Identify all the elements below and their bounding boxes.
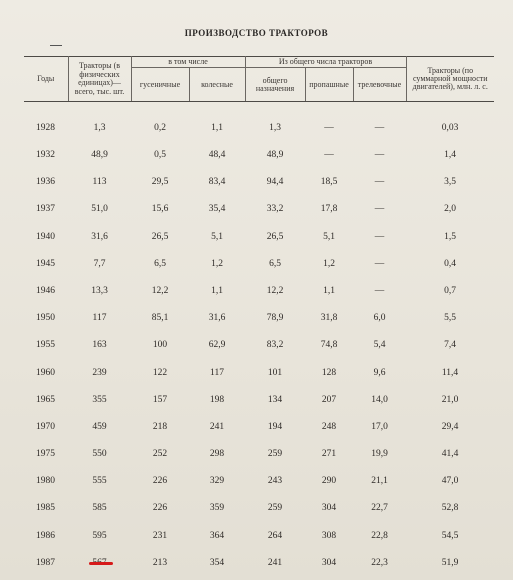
cell-tracked: 26,5 [151, 231, 169, 242]
cell-tracked: 6,5 [154, 258, 166, 269]
table-row [24, 306, 494, 333]
table-row [24, 197, 494, 224]
cell-towing: 19,9 [371, 449, 388, 460]
tractor-production-table [24, 56, 494, 577]
cell-power: 54,5 [441, 530, 459, 541]
cell-tracked: 226 [152, 476, 168, 487]
header-group-in-that-number: в том числе [131, 57, 245, 68]
cell-towing: 22,7 [371, 503, 388, 514]
cell-power: 41,4 [441, 449, 459, 460]
cell-wheeled: 83,4 [208, 177, 226, 188]
cell-wheeled: 48,4 [208, 150, 226, 160]
cell-tracked: 157 [152, 394, 168, 405]
cell-tracked: 85,1 [151, 313, 169, 324]
cell-year: 1928 [36, 123, 55, 134]
cell-general: 241 [267, 557, 283, 568]
cell-year: 1936 [36, 177, 55, 188]
cell-power: 0,03 [441, 123, 459, 134]
cell-total: 31,6 [91, 231, 108, 242]
cell-total: 48,9 [91, 150, 108, 160]
cell-year: 1980 [36, 476, 55, 487]
table-row [24, 278, 494, 305]
cell-year: 1945 [36, 258, 55, 269]
cell-general: 48,9 [266, 150, 284, 160]
cell-general: 134 [267, 394, 283, 405]
cell-tracked: 231 [152, 530, 168, 541]
cell-rowcrop: 308 [321, 530, 337, 541]
header-total: Тракторы (в физических единицах)— всего, тыс. шт. [68, 57, 131, 102]
cell-total: 459 [92, 421, 107, 432]
cell-wheeled: 364 [209, 530, 225, 541]
cell-total: 239 [92, 367, 107, 378]
cell-towing: 22,8 [371, 530, 388, 541]
cell-year: 1975 [36, 449, 55, 460]
cell-power: 29,4 [441, 421, 459, 432]
cell-general: 83,2 [266, 340, 284, 351]
cell-rowcrop: — [324, 150, 334, 160]
cell-power: 21,0 [441, 394, 459, 405]
cell-towing: — [374, 177, 385, 188]
cell-wheeled: 298 [209, 449, 225, 460]
cell-wheeled: 198 [209, 394, 225, 405]
cell-tracked: 218 [152, 421, 168, 432]
cell-power: 52,8 [441, 503, 459, 514]
cell-year: 1955 [36, 340, 55, 351]
cell-rowcrop: 17,8 [320, 204, 338, 215]
table-row [24, 170, 494, 197]
cell-general: 259 [267, 449, 283, 460]
cell-year: 1986 [36, 530, 55, 541]
cell-power: 51,9 [441, 557, 459, 568]
cell-power: 5,5 [444, 313, 456, 324]
cell-tracked: 0,5 [154, 150, 166, 160]
cell-wheeled: 241 [209, 421, 225, 432]
cell-general: 264 [267, 530, 283, 541]
table-row [24, 469, 494, 496]
cell-total: 550 [92, 449, 107, 460]
cell-tracked: 226 [152, 503, 168, 514]
cell-total: 13,3 [91, 285, 108, 296]
cell-rowcrop: 1,1 [323, 285, 335, 296]
cell-wheeled: 117 [210, 367, 224, 378]
cell-towing: 17,0 [371, 421, 388, 432]
table-row [24, 441, 494, 468]
header-group-of-total: Из общего числа тракторов [245, 57, 406, 68]
cell-wheeled: 1,2 [211, 258, 223, 269]
margin-dash [50, 45, 62, 46]
cell-year: 1940 [36, 231, 55, 242]
cell-tracked: 15,6 [151, 204, 169, 215]
cell-tracked: 29,5 [151, 177, 169, 188]
cell-towing: 22,3 [371, 557, 388, 568]
cell-wheeled: 35,4 [208, 204, 226, 215]
cell-general: 1,3 [269, 123, 281, 134]
cell-rowcrop: 128 [321, 367, 337, 378]
cell-tracked: 0,2 [154, 123, 166, 134]
header-row-crop: пропашные [305, 68, 353, 102]
cell-wheeled: 31,6 [208, 313, 226, 324]
cell-power: 7,4 [444, 340, 456, 351]
cell-wheeled: 62,9 [208, 340, 226, 351]
cell-wheeled: 1,1 [211, 285, 223, 296]
cell-total: 555 [92, 476, 107, 487]
cell-general: 101 [267, 367, 283, 378]
cell-year: 1937 [36, 204, 55, 215]
cell-power: 3,5 [444, 177, 456, 188]
cell-total: 7,7 [93, 258, 106, 269]
cell-wheeled: 329 [209, 476, 225, 487]
cell-rowcrop: 1,2 [323, 258, 335, 269]
cell-general: 6,5 [269, 258, 281, 269]
red-underline-mark [89, 562, 113, 565]
table-row [24, 251, 494, 278]
cell-towing: — [374, 285, 385, 296]
cell-towing: — [374, 231, 385, 242]
cell-power: 11,4 [441, 367, 459, 378]
table-row [24, 414, 494, 441]
cell-year: 1970 [36, 421, 55, 432]
table-row [24, 496, 494, 523]
cell-total: 117 [92, 313, 107, 324]
cell-general: 259 [267, 503, 283, 514]
cell-power: 2,0 [444, 204, 456, 215]
table-row [24, 224, 494, 251]
cell-power: 47,0 [441, 476, 459, 487]
cell-year: 1985 [36, 503, 55, 514]
cell-general: 12,2 [266, 285, 284, 296]
cell-rowcrop: 5,1 [323, 231, 335, 242]
cell-general: 33,2 [266, 204, 284, 215]
header-tracked: гусеничные [131, 68, 189, 102]
cell-total: 585 [92, 503, 107, 514]
cell-towing: — [374, 150, 385, 160]
cell-power: 1,5 [444, 231, 456, 242]
cell-rowcrop: 18,5 [320, 177, 338, 188]
table-row [24, 523, 494, 550]
cell-wheeled: 5,1 [211, 231, 223, 242]
cell-power: 0,4 [444, 258, 456, 269]
cell-towing: 14,0 [371, 394, 388, 405]
cell-year: 1950 [36, 313, 55, 324]
cell-total: 1,3 [93, 123, 106, 134]
cell-total: 51,0 [91, 204, 108, 215]
table-row [24, 387, 494, 414]
cell-tracked: 100 [152, 340, 168, 351]
cell-total: 595 [92, 530, 107, 541]
cell-year: 1932 [36, 150, 55, 160]
cell-rowcrop: 290 [321, 476, 337, 487]
table-row [24, 142, 494, 169]
cell-rowcrop: — [324, 123, 334, 134]
table-row [24, 360, 494, 387]
cell-wheeled: 359 [209, 503, 225, 514]
cell-tracked: 12,2 [151, 285, 169, 296]
cell-rowcrop: 304 [321, 557, 337, 568]
cell-rowcrop: 271 [321, 449, 337, 460]
header-general-purpose: общего назначения [245, 68, 305, 102]
cell-general: 78,9 [266, 313, 284, 324]
cell-tracked: 252 [152, 449, 168, 460]
cell-year: 1965 [36, 394, 55, 405]
cell-general: 26,5 [266, 231, 284, 242]
cell-towing: — [374, 258, 385, 269]
cell-total: 355 [92, 394, 107, 405]
header-years: Годы [24, 57, 68, 102]
header-power: Тракторы (по суммарной мощности двигателей), млн. л. с. [406, 57, 494, 102]
cell-rowcrop: 74,8 [320, 340, 338, 351]
cell-total: 113 [92, 177, 107, 188]
cell-rowcrop: 304 [321, 503, 337, 514]
table-row [24, 102, 494, 143]
header-wheeled: колесные [189, 68, 245, 102]
cell-towing: 9,6 [373, 367, 386, 378]
cell-towing: — [374, 204, 385, 215]
page-title: ПРОИЗВОДСТВО ТРАКТОРОВ [184, 28, 329, 38]
cell-general: 94,4 [266, 177, 284, 188]
cell-general: 243 [267, 476, 283, 487]
cell-power: 1,4 [444, 150, 456, 160]
cell-towing: — [374, 123, 385, 134]
table-row [24, 333, 494, 360]
cell-rowcrop: 248 [321, 421, 337, 432]
cell-power: 0,7 [444, 285, 456, 296]
cell-towing: 21,1 [371, 476, 388, 487]
cell-towing: 6,0 [373, 313, 386, 324]
cell-tracked: 213 [152, 557, 168, 568]
header-row-top [24, 57, 494, 68]
cell-rowcrop: 31,8 [320, 313, 338, 324]
cell-tracked: 122 [152, 367, 168, 378]
header-towing: трелевочные [353, 68, 406, 102]
cell-wheeled: 1,1 [211, 123, 223, 134]
cell-towing: 5,4 [373, 340, 386, 351]
cell-rowcrop: 207 [321, 394, 337, 405]
cell-total: 163 [92, 340, 107, 351]
cell-general: 194 [267, 421, 283, 432]
cell-year: 1946 [36, 285, 55, 296]
cell-year: 1960 [36, 367, 55, 378]
cell-year: 1987 [36, 557, 55, 568]
cell-wheeled: 354 [209, 557, 225, 568]
